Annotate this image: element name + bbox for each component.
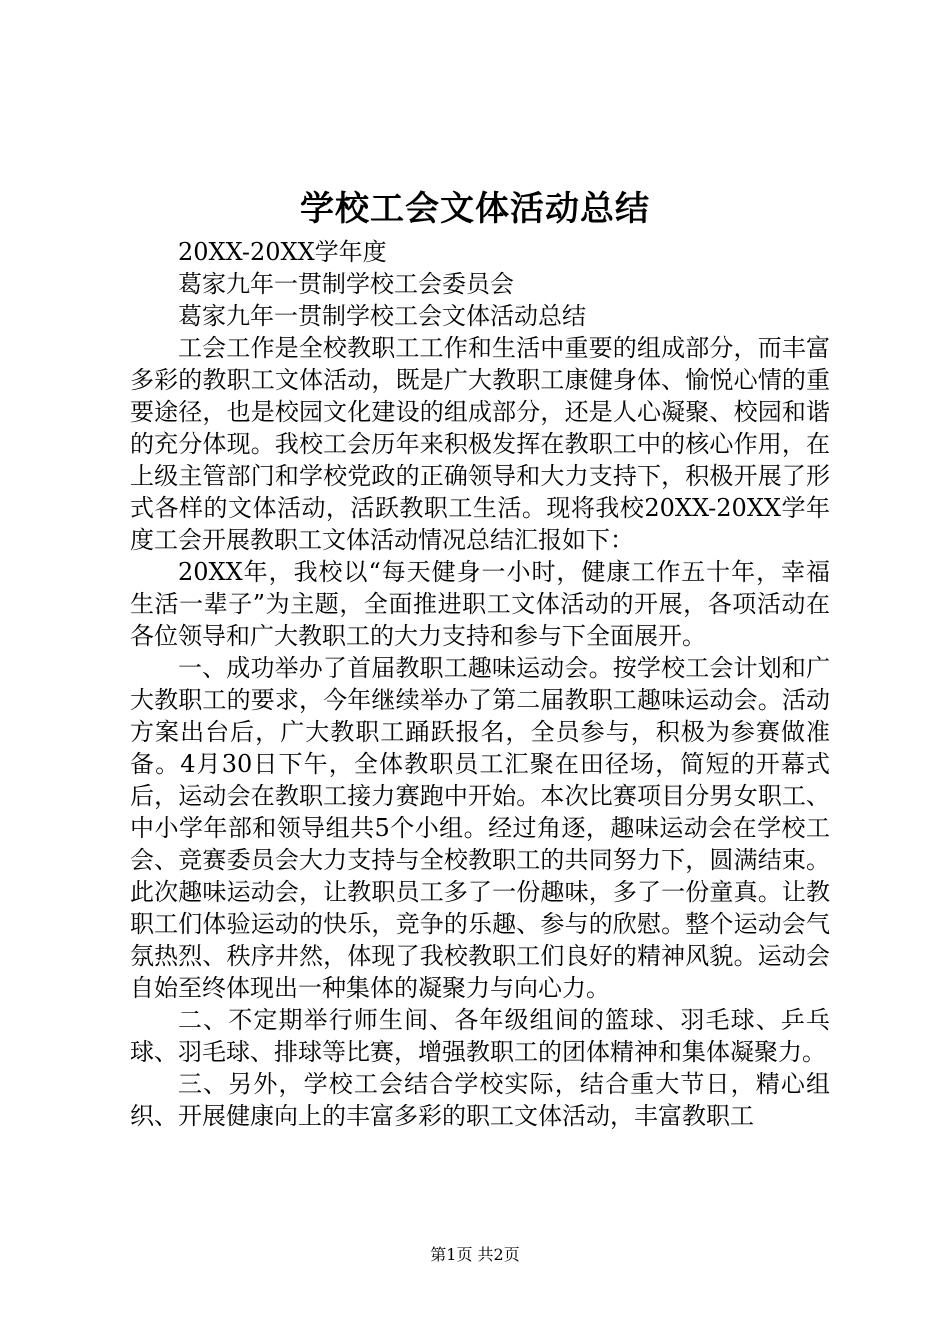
document-title: 学校工会文体活动总结 — [300, 189, 650, 229]
document-body — [130, 236, 830, 1132]
school-year-line: 20XX-20XX学年度 — [178, 238, 387, 266]
paragraph-theme: 20XX年，我校以“每天健身一小时，健康工作五十年，幸福生活一辈子”为主题，全面推进职工文体活动的开展，各项活动在各位领导和广大教职工的大力支持和参与下全面展开。 — [130, 558, 830, 650]
paragraph-ball-games: 二、不定期举行师生间、各年级组间的篮球、羽毛球、乒乓球、羽毛球、排球等比赛，增强教职工的团体精神和集体凝聚力。 — [130, 1006, 830, 1066]
paragraph-sports-meet: 一、成功举办了首届教职工趣味运动会。按学校工会计划和广大教职工的要求，今年继续举办了第二届教职工趣味运动会。活动方案出台后，广大教职工踊跃报名，全员参与，积极为参赛做准备。4月30日下午，全体教职员工汇聚在田径场，简短的开幕式后，运动会在教职工接力赛跑中开始。本次比赛项目分男女职工、中小学年部和领导组共5个小组。经过角逐，趣味运动会在学校工会、竞赛委员会大力支持与全校教职工的共同努力下，圆满结束。此次趣味运动会，让教职员工多了一份趣味，多了一份童真。让教职工们体验运动的快乐，竞争的乐趣、参与的欣慰。整个运动会气氛热烈、秩序井然，体现了我校教职工们良好的精神风貌。运动会自始至终体现出一种集体的凝聚力与向心力。 — [130, 654, 830, 1002]
committee-line: 葛家九年一贯制学校工会委员会 — [178, 270, 514, 298]
paragraph-festival-activities: 三、另外，学校工会结合学校实际，结合重大节日，精心组织、开展健康向上的丰富多彩的职工文体活动，丰富教职工 — [130, 1070, 830, 1130]
page-footer: 第1页 共2页 — [430, 1245, 520, 1264]
summary-subtitle-line: 葛家九年一贯制学校工会文体活动总结 — [178, 302, 586, 330]
paragraph-intro: 工会工作是全校教职工工作和生活中重要的组成部分，而丰富多彩的教职工文体活动，既是广大教职工康健身体、愉悦心情的重要途径，也是校园文化建设的组成部分，还是人心凝聚、校园和谐的充分体现。我校工会历年来积极发挥在教职工中的核心作用，在上级主管部门和学校党政的正确领导和大力支持下，积极开展了形式各样的文体活动，活跃教职工生活。现将我校20XX-20XX学年度工会开展教职工文体活动情况总结汇报如下： — [130, 334, 830, 554]
